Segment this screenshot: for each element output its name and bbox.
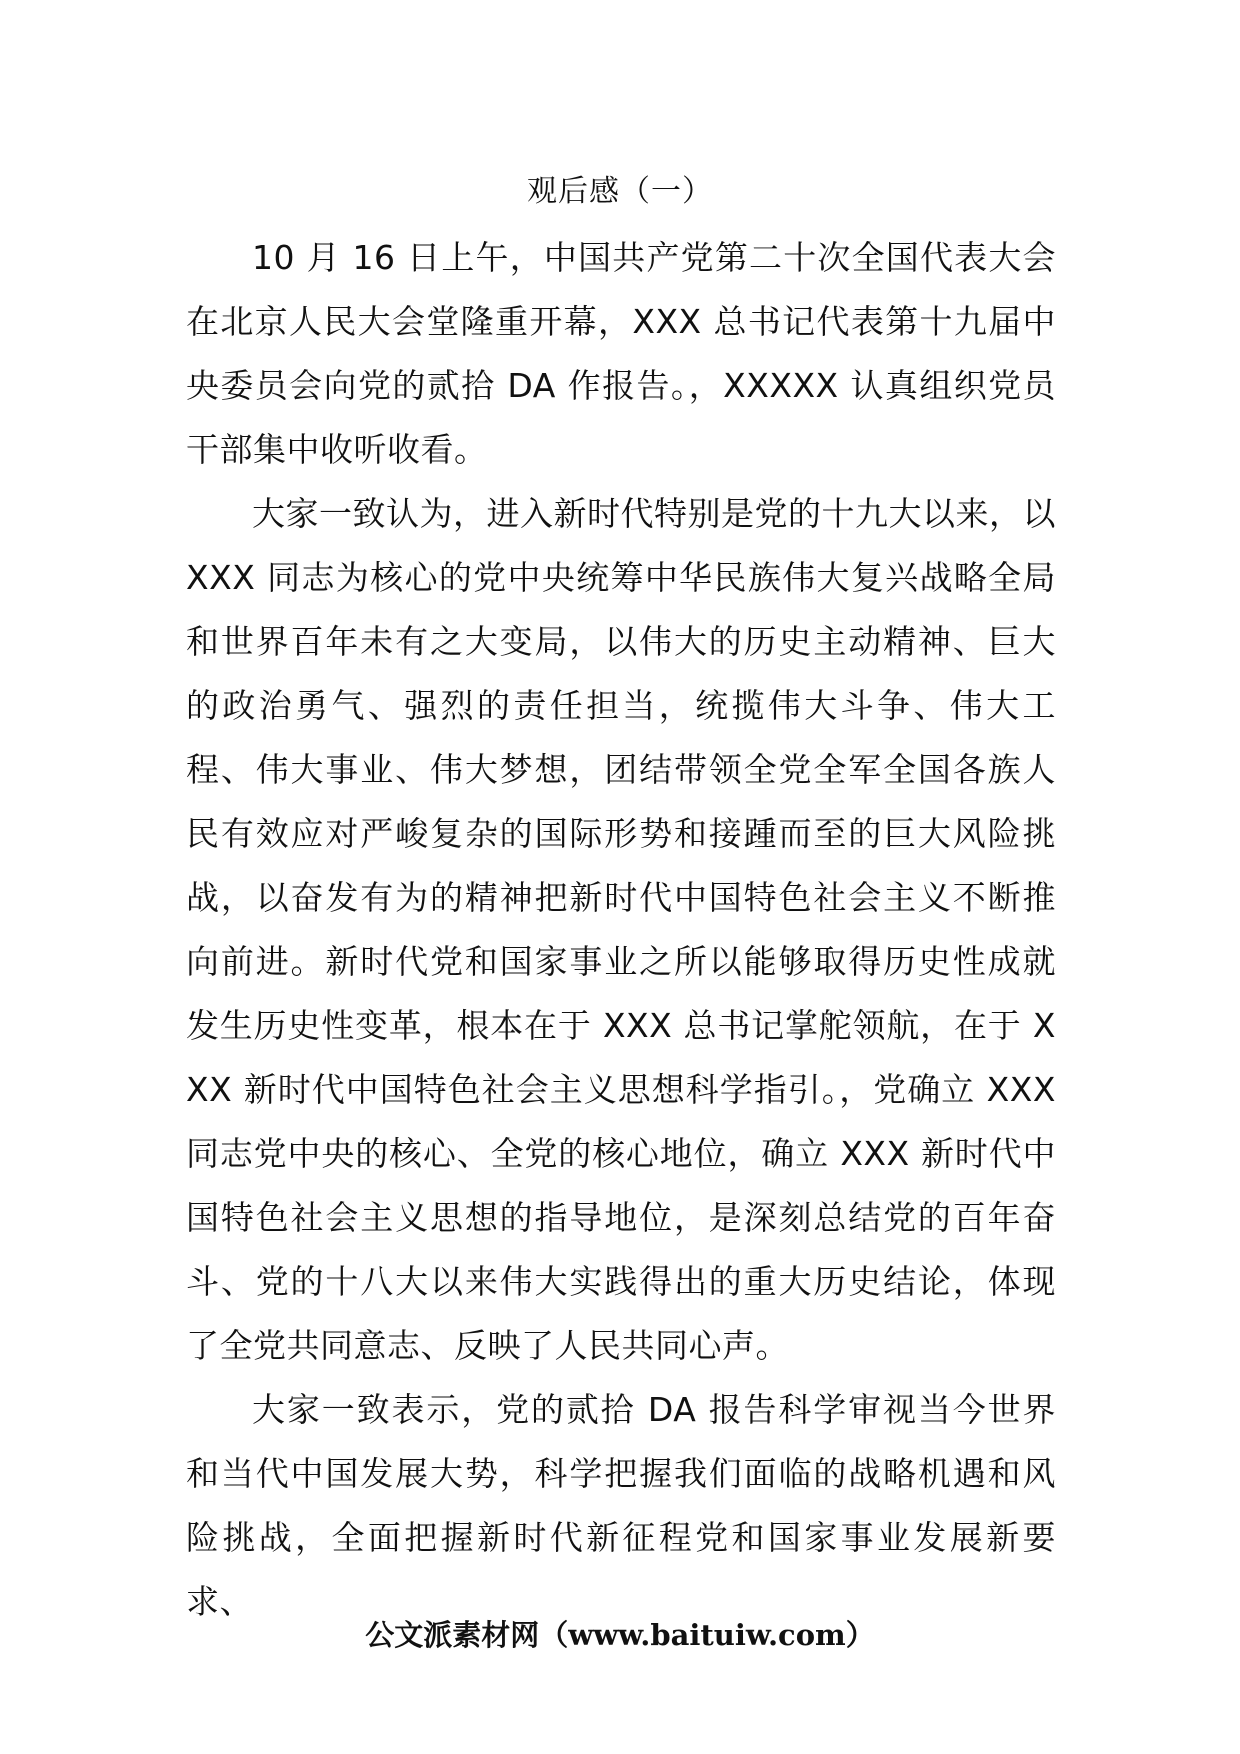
document-title: 观后感（一） xyxy=(527,174,713,209)
document-body xyxy=(186,226,1056,1634)
paragraph-3: 大家一致表示，党的贰拾 DA 报告科学审视当今世界和当代中国发展大势，科学把握我们面临的战略机遇和风险挑战，全面把握新时代新征程党和国家事业发展新要求、 xyxy=(186,1390,1056,1621)
paragraph-1: 10 月 16 日上午，中国共产党第二十次全国代表大会在北京人民大会堂隆重开幕，XXX 总书记代表第十九届中央委员会向党的贰拾 DA 作报告。，XXXXX 认真组织党员干部集中收听收看。 xyxy=(186,238,1056,469)
paragraph-2: 大家一致认为，进入新时代特别是党的十九大以来，以 XXX 同志为核心的党中央统筹中华民族伟大复兴战略全局和世界百年未有之大变局，以伟大的历史主动精神、巨大的政治勇气、强烈的责任担当，统揽伟大斗争、伟大工程、伟大事业、伟大梦想，团结带领全党全军全国各族人民有效应对严峻复杂的国际形势和接踵而至的巨大风险挑战，以奋发有为的精神把新时代中国特色社会主义不断推向前进。新时代党和国家事业之所以能够取得历史性成就发生历史性变革，根本在于 XXX 总书记掌舵领航，在于 XXX 新时代中国特色社会主义思想科学指引。，党确立 XXX 同志党中央的核心、全党的核心地位，确立 XXX 新时代中国特色社会主义思想的指导地位，是深刻总结党的百年奋斗、党的十八大以来伟大实践得出的重大历史结论，体现了全党共同意志、反映了人民共同心声。 xyxy=(186,494,1056,1365)
watermark-footer: 公文派素材网（www.baituiw.com） xyxy=(365,1618,875,1652)
